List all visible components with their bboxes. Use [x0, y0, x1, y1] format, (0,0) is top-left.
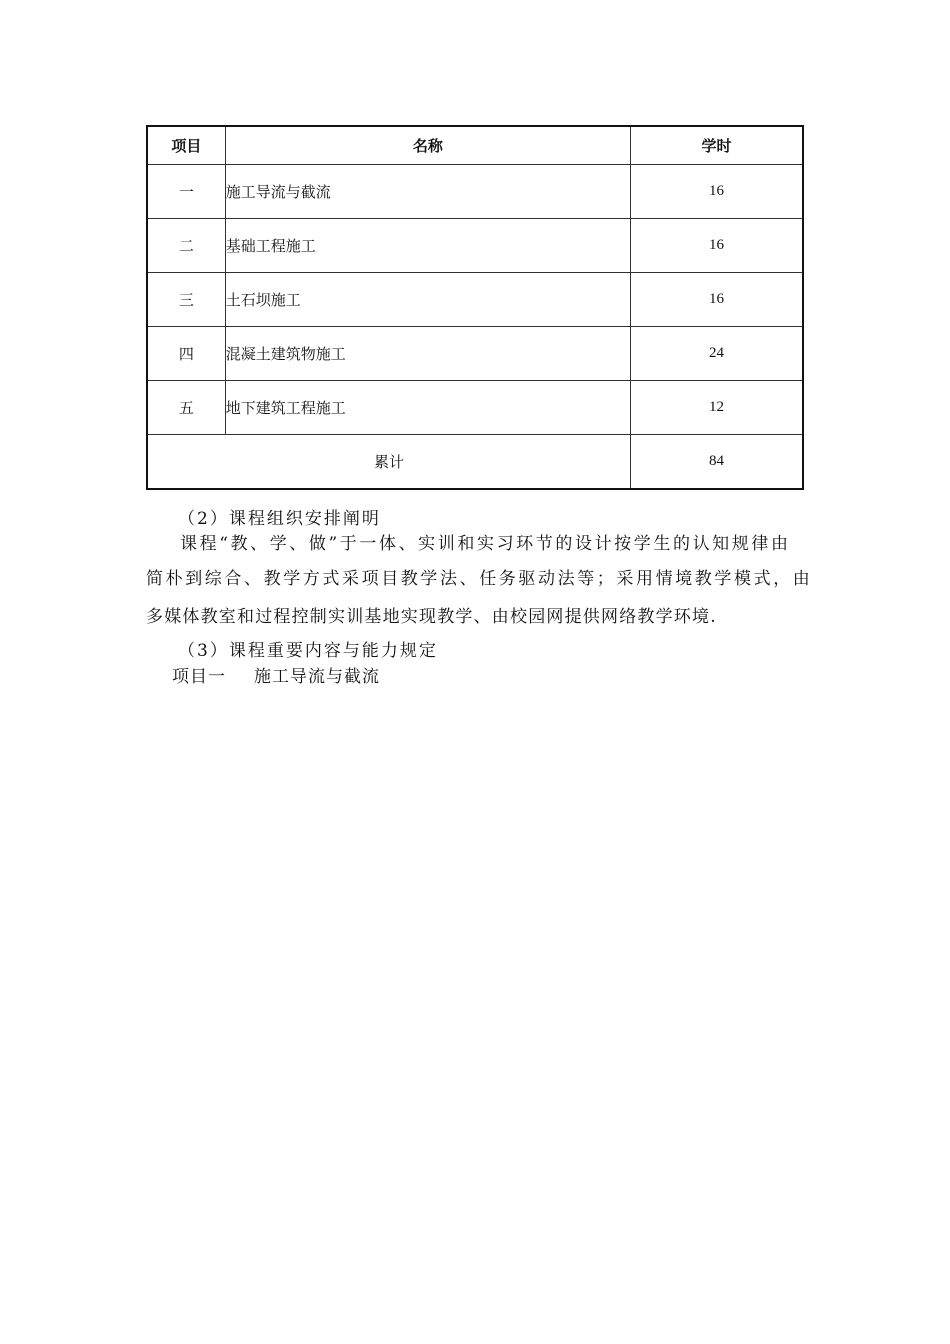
row-hours: 24 — [630, 327, 803, 381]
total-label: 累计 — [147, 435, 630, 490]
section-2-line-2: 简朴到综合、教学方式采项目教学法、任务驱动法等；采用情境教学模式，由 — [146, 569, 813, 589]
row-project-name: 混凝土建筑物施工 — [225, 327, 630, 381]
course-hours-table — [146, 125, 804, 490]
row-hours: 16 — [630, 165, 803, 219]
row-project-no: 二 — [147, 219, 225, 273]
table-row — [147, 327, 803, 381]
table-row — [147, 273, 803, 327]
project-one-heading — [172, 660, 380, 694]
row-hours: 16 — [630, 219, 803, 273]
table-row — [147, 219, 803, 273]
section-3-heading: （3）课程重要内容与能力规定 — [178, 641, 438, 661]
row-project-no: 三 — [147, 273, 225, 327]
row-project-no: 五 — [147, 381, 225, 435]
row-project-no: 一 — [147, 165, 225, 219]
row-hours: 16 — [630, 273, 803, 327]
header-hours: 学时 — [630, 126, 803, 165]
header-name: 名称 — [225, 126, 630, 165]
table-total-row — [147, 435, 803, 490]
section-2-line-1: 课程“教、学、做”于一体、实训和实习环节的设计按学生的认知规律由 — [180, 534, 791, 554]
table-row — [147, 165, 803, 219]
row-project-name: 地下建筑工程施工 — [225, 381, 630, 435]
row-project-name: 土石坝施工 — [225, 273, 630, 327]
project-title: 施工导流与截流 — [254, 667, 380, 687]
section-2-heading: （2）课程组织安排阐明 — [178, 509, 381, 529]
total-hours: 84 — [630, 435, 803, 490]
row-project-name: 基础工程施工 — [225, 219, 630, 273]
table-header-row — [147, 126, 803, 165]
table-row — [147, 381, 803, 435]
section-2-line-3: 多媒体教室和过程控制实训基地实现教学、由校园网提供网络教学环境. — [146, 607, 717, 627]
row-hours: 12 — [630, 381, 803, 435]
row-project-no: 四 — [147, 327, 225, 381]
header-project: 项目 — [147, 126, 225, 165]
row-project-name: 施工导流与截流 — [225, 165, 630, 219]
project-number: 项目一 — [172, 667, 226, 687]
